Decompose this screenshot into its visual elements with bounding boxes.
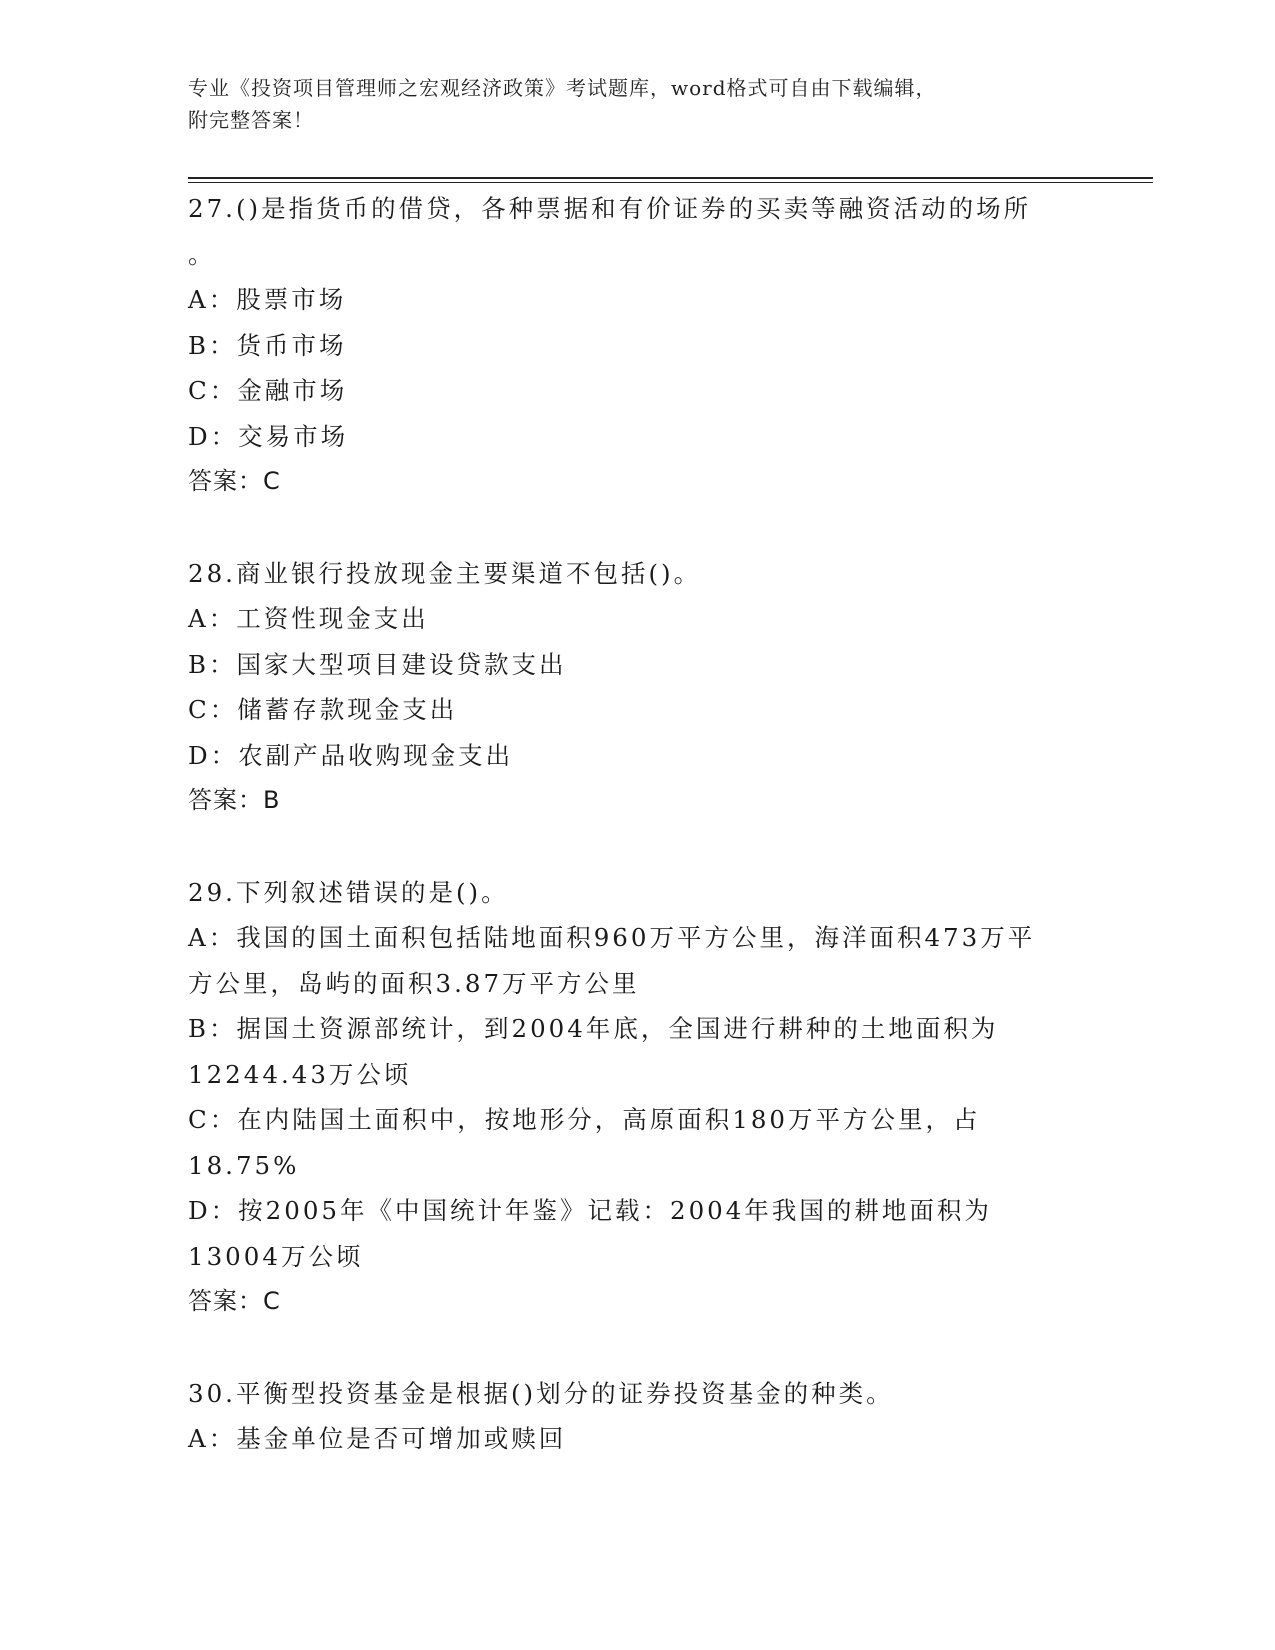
question-stem: 29.下列叙述错误的是()。	[188, 877, 509, 907]
header-line: 附完整答案！	[188, 108, 314, 132]
question-stem: 。	[188, 239, 216, 269]
document-page	[188, 0, 1153, 1650]
spacer	[188, 505, 1088, 551]
header-divider	[188, 177, 1153, 179]
answer: 答案：C	[188, 467, 281, 495]
option-d: D：按2005年《中国统计年鉴》记载：2004年我国的耕地面积为	[188, 1196, 992, 1225]
spacer	[188, 1325, 1088, 1371]
option-a: A：我国的国土面积包括陆地面积960万平方公里，海洋面积473万平	[188, 923, 1036, 952]
answer: 答案：C	[188, 1287, 281, 1315]
question-30	[188, 1371, 1088, 1462]
option-b: B：国家大型项目建设贷款支出	[188, 649, 567, 679]
option-a-continued: 方公里，岛屿的面积3.87万平方公里	[188, 968, 640, 998]
option-a: A：工资性现金支出	[188, 604, 429, 633]
answer: 答案：B	[188, 786, 281, 814]
document-header	[188, 72, 1048, 136]
option-b-continued: 12244.43万公顷	[188, 1059, 412, 1089]
header-line: 专业《投资项目管理师之宏观经济政策》考试题库，word格式可自由下载编辑，	[188, 76, 937, 100]
question-stem: 30.平衡型投资基金是根据()划分的证券投资基金的种类。	[188, 1378, 894, 1408]
question-28	[188, 551, 1088, 824]
header-divider-thin	[188, 182, 1153, 183]
option-d: D：农副产品收购现金支出	[188, 740, 514, 770]
option-c: C：在内陆国土面积中，按地形分，高原面积180万平方公里，占	[188, 1105, 981, 1134]
question-29	[188, 870, 1088, 1325]
option-b: B：货币市场	[188, 330, 347, 360]
option-a: A：股票市场	[188, 285, 347, 314]
option-d-continued: 13004万公顷	[188, 1241, 364, 1271]
option-c-continued: 18.75%	[188, 1150, 300, 1180]
option-c: C：储蓄存款现金支出	[188, 695, 458, 724]
spacer	[188, 824, 1088, 870]
question-stem: 27.()是指货币的借贷，各种票据和有价证券的买卖等融资活动的场所	[188, 194, 1032, 223]
question-list	[188, 186, 1088, 1462]
option-b: B：据国土资源部统计，到2004年底，全国进行耕种的土地面积为	[188, 1014, 999, 1043]
option-d: D：交易市场	[188, 421, 349, 451]
question-27	[188, 186, 1088, 505]
option-c: C：金融市场	[188, 376, 348, 405]
question-stem: 28.商业银行投放现金主要渠道不包括()。	[188, 558, 702, 588]
option-a: A：基金单位是否可增加或赎回	[188, 1424, 567, 1453]
